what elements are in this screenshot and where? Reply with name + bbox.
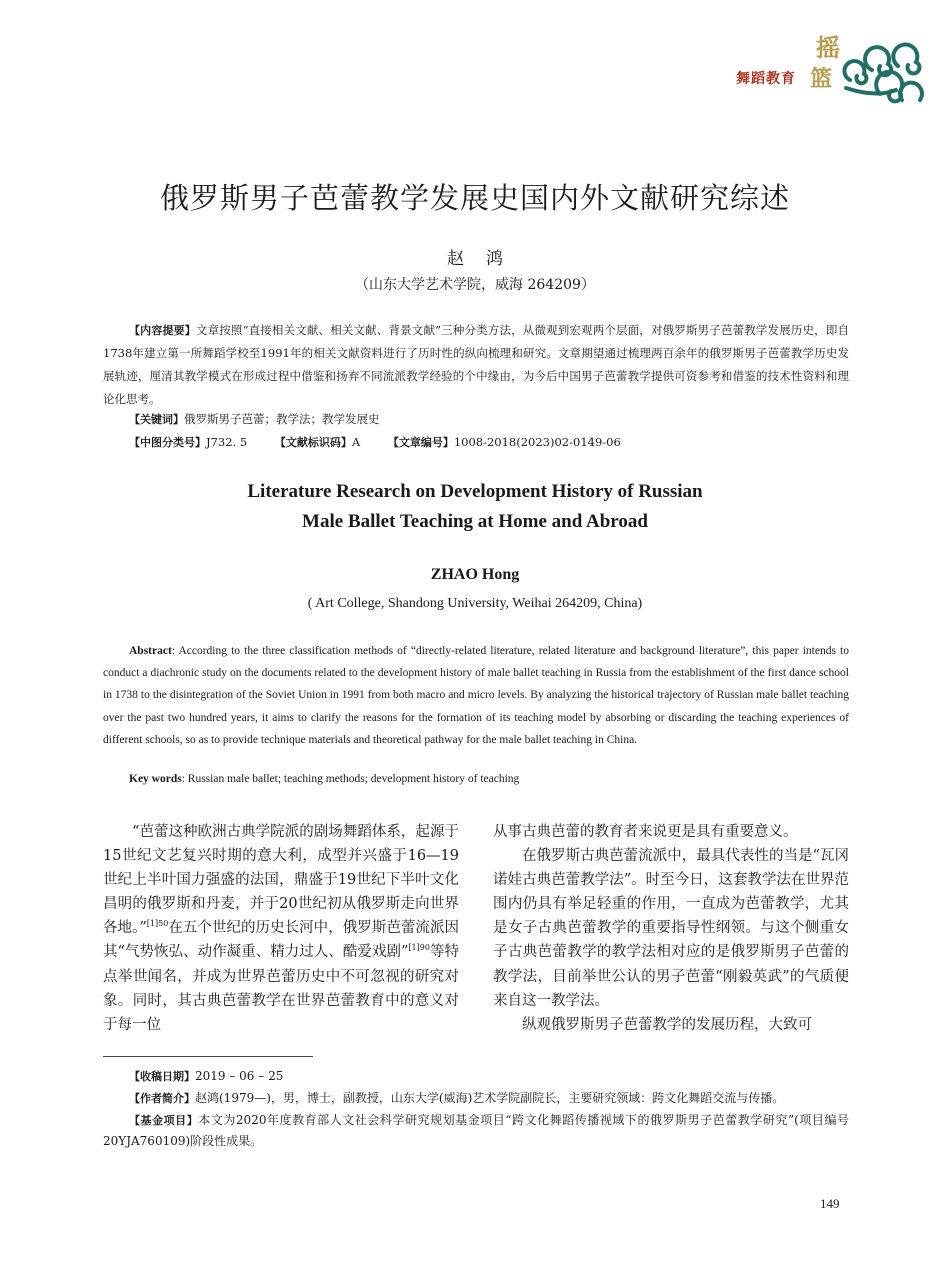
- swirl-cloud-icon: [840, 40, 936, 112]
- logo-char-1: 摇: [816, 34, 840, 62]
- clc-label: 【中图分类号】: [129, 436, 206, 449]
- body-paragraph: 从事古典芭蕾的教育者来说更是具有重要意义。: [493, 824, 798, 840]
- abstract-en-text: : According to the three classification methods of “directly-related literature, related literature and background literature”, this paper intends to conduct a diachronic study on the documents related to the development history of male ballet teaching in Russia from the establishment of the first dance school in 1738 to the disintegration of the Soviet Union in 1991 from both macro and micro levels. By analyzing the historical trajectory of Russian male ballet teaching over the past two hundred years, it aims to clarify the reasons for the formation of its teaching model by absorbing or discarding the teaching experiences of different schools, so as to provide technique materials and theoretical pathway for the male ballet teaching in China.: [103, 645, 849, 746]
- footnote-received-date: [103, 1066, 849, 1087]
- author-name: 赵鸿: [447, 249, 525, 269]
- classification-line: [129, 434, 621, 450]
- citation-ref: [1]50: [146, 919, 169, 929]
- doc-code-label: 【文献标识码】: [274, 436, 352, 449]
- body-column-right: [493, 820, 849, 1037]
- body-paragraph: [103, 820, 459, 1037]
- english-title: [0, 477, 950, 537]
- logo-char-2: 篮: [810, 67, 833, 92]
- english-title-line-1: Literature Research on Development History of Russian: [247, 481, 703, 502]
- abstract-cn-label: 【内容提要】: [129, 324, 196, 337]
- footnote-label: 【作者简介】: [129, 1092, 195, 1105]
- logo-subtitle: 舞蹈教育: [736, 71, 796, 87]
- footnote-divider: [103, 1056, 313, 1057]
- body-text: “芭蕾这种欧洲古典学院派的剧场舞蹈体系，起源于15世纪文艺复兴时期的意大利，成型并兴盛于16—19世纪上半叶国力强盛的法国，鼎盛于19世纪下半叶文化昌明的俄罗斯和丹麦，并于20世纪初从俄罗斯走向世界各地。”: [103, 824, 459, 937]
- keywords-cn: [129, 411, 380, 427]
- keywords-cn-label: 【关键词】: [129, 413, 184, 426]
- citation-ref: [1]90: [408, 943, 430, 953]
- keywords-en-text: : Russian male ballet; teaching methods; development history of teaching: [181, 773, 520, 785]
- footnote-author-info: [103, 1088, 849, 1109]
- journal-logo: [736, 28, 936, 118]
- article-number-label: 【文章编号】: [387, 436, 454, 449]
- body-text: 等特点举世闻名，并成为世界芭蕾历史中不可忽视的研究对象。同时，其古典芭蕾教学在世界芭蕾教育中的意义对于每一位: [103, 944, 460, 1033]
- body-text: 在五个世纪的历史长河中，俄罗斯芭蕾流派因其“气势恢弘、动作凝重、精力过人、酷爱戏剧”: [103, 920, 460, 961]
- footnote-label: 【基金项目】: [129, 1114, 199, 1127]
- doc-code-value: A: [351, 435, 361, 449]
- footnote-text: 赵鸿(1979—)，男，博士，副教授，山东大学(威海)艺术学院副院长，主要研究领域：跨文化舞蹈交流与传播。: [195, 1091, 785, 1105]
- keywords-en: [129, 773, 519, 785]
- abstract-en-label: Abstract: [129, 645, 172, 657]
- page-number: 149: [820, 1196, 840, 1211]
- body-paragraph: 在俄罗斯古典芭蕾流派中，最具代表性的当是“瓦冈诺娃古典芭蕾教学法”。时至今日，这套教学法在世界范围内仍具有举足轻重的作用，一直成为芭蕾教学，尤其是女子古典芭蕾教学的重要指导性纲领。与这个侧重女子古典芭蕾教学的教学法相对应的是俄罗斯男子芭蕾的教学法，目前举世公认的男子芭蕾“刚毅英武”的气质便来自这一教学法。: [493, 848, 849, 1009]
- abstract-cn-text: 文章按照“直接相关文献、相关文献、背景文献”三种分类方法，从微观到宏观两个层面，对俄罗斯男子芭蕾教学发展历史，即自1738年建立第一所舞蹈学校至1991年的相关文献资料进行了历时性的纵向梳理和研究。文章期望通过梳理两百余年的俄罗斯男子芭蕾教学历史发展轨迹，厘清其教学模式在形成过程中借鉴和扬弃不同流派教学经验的个中缘由，为今后中国男子芭蕾教学提供可资参考和借鉴的技术性资料和理论化思考。: [103, 323, 849, 406]
- page-title: 俄罗斯男子芭蕾教学发展史国内外文献研究综述: [159, 181, 790, 215]
- footnote-funding: [103, 1110, 849, 1152]
- english-title-line-2: Male Ballet Teaching at Home and Abroad: [302, 511, 648, 532]
- author-affiliation: （山东大学艺术学院，威海 264209）: [355, 277, 595, 293]
- footnote-text: 2019 – 06 – 25: [195, 1069, 284, 1083]
- clc-value: J732. 5: [206, 435, 248, 449]
- keywords-en-label: Key words: [129, 773, 182, 785]
- body-paragraph: 纵观俄罗斯男子芭蕾教学的发展历程，大致可: [522, 1016, 812, 1033]
- footnote-label: 【收稿日期】: [129, 1070, 195, 1083]
- body-column-left: [103, 820, 459, 1037]
- footnote-text: 本文为2020年度教育部人文社会科学研究规划基金项目“跨文化舞蹈传播视域下的俄罗斯男子芭蕾教学研究”(项目编号20YJA760109)阶段性成果。: [103, 1113, 850, 1148]
- abstract-cn: [103, 319, 849, 411]
- abstract-en: [103, 640, 849, 751]
- keywords-cn-text: 俄罗斯男子芭蕾；教学法；教学发展史: [184, 412, 380, 426]
- english-author: ZHAO Hong: [430, 566, 520, 583]
- english-affiliation: ( Art College, Shandong University, Weihai 264209, China): [307, 596, 643, 611]
- article-number-value: 1008-2018(2023)02-0149-06: [453, 435, 621, 449]
